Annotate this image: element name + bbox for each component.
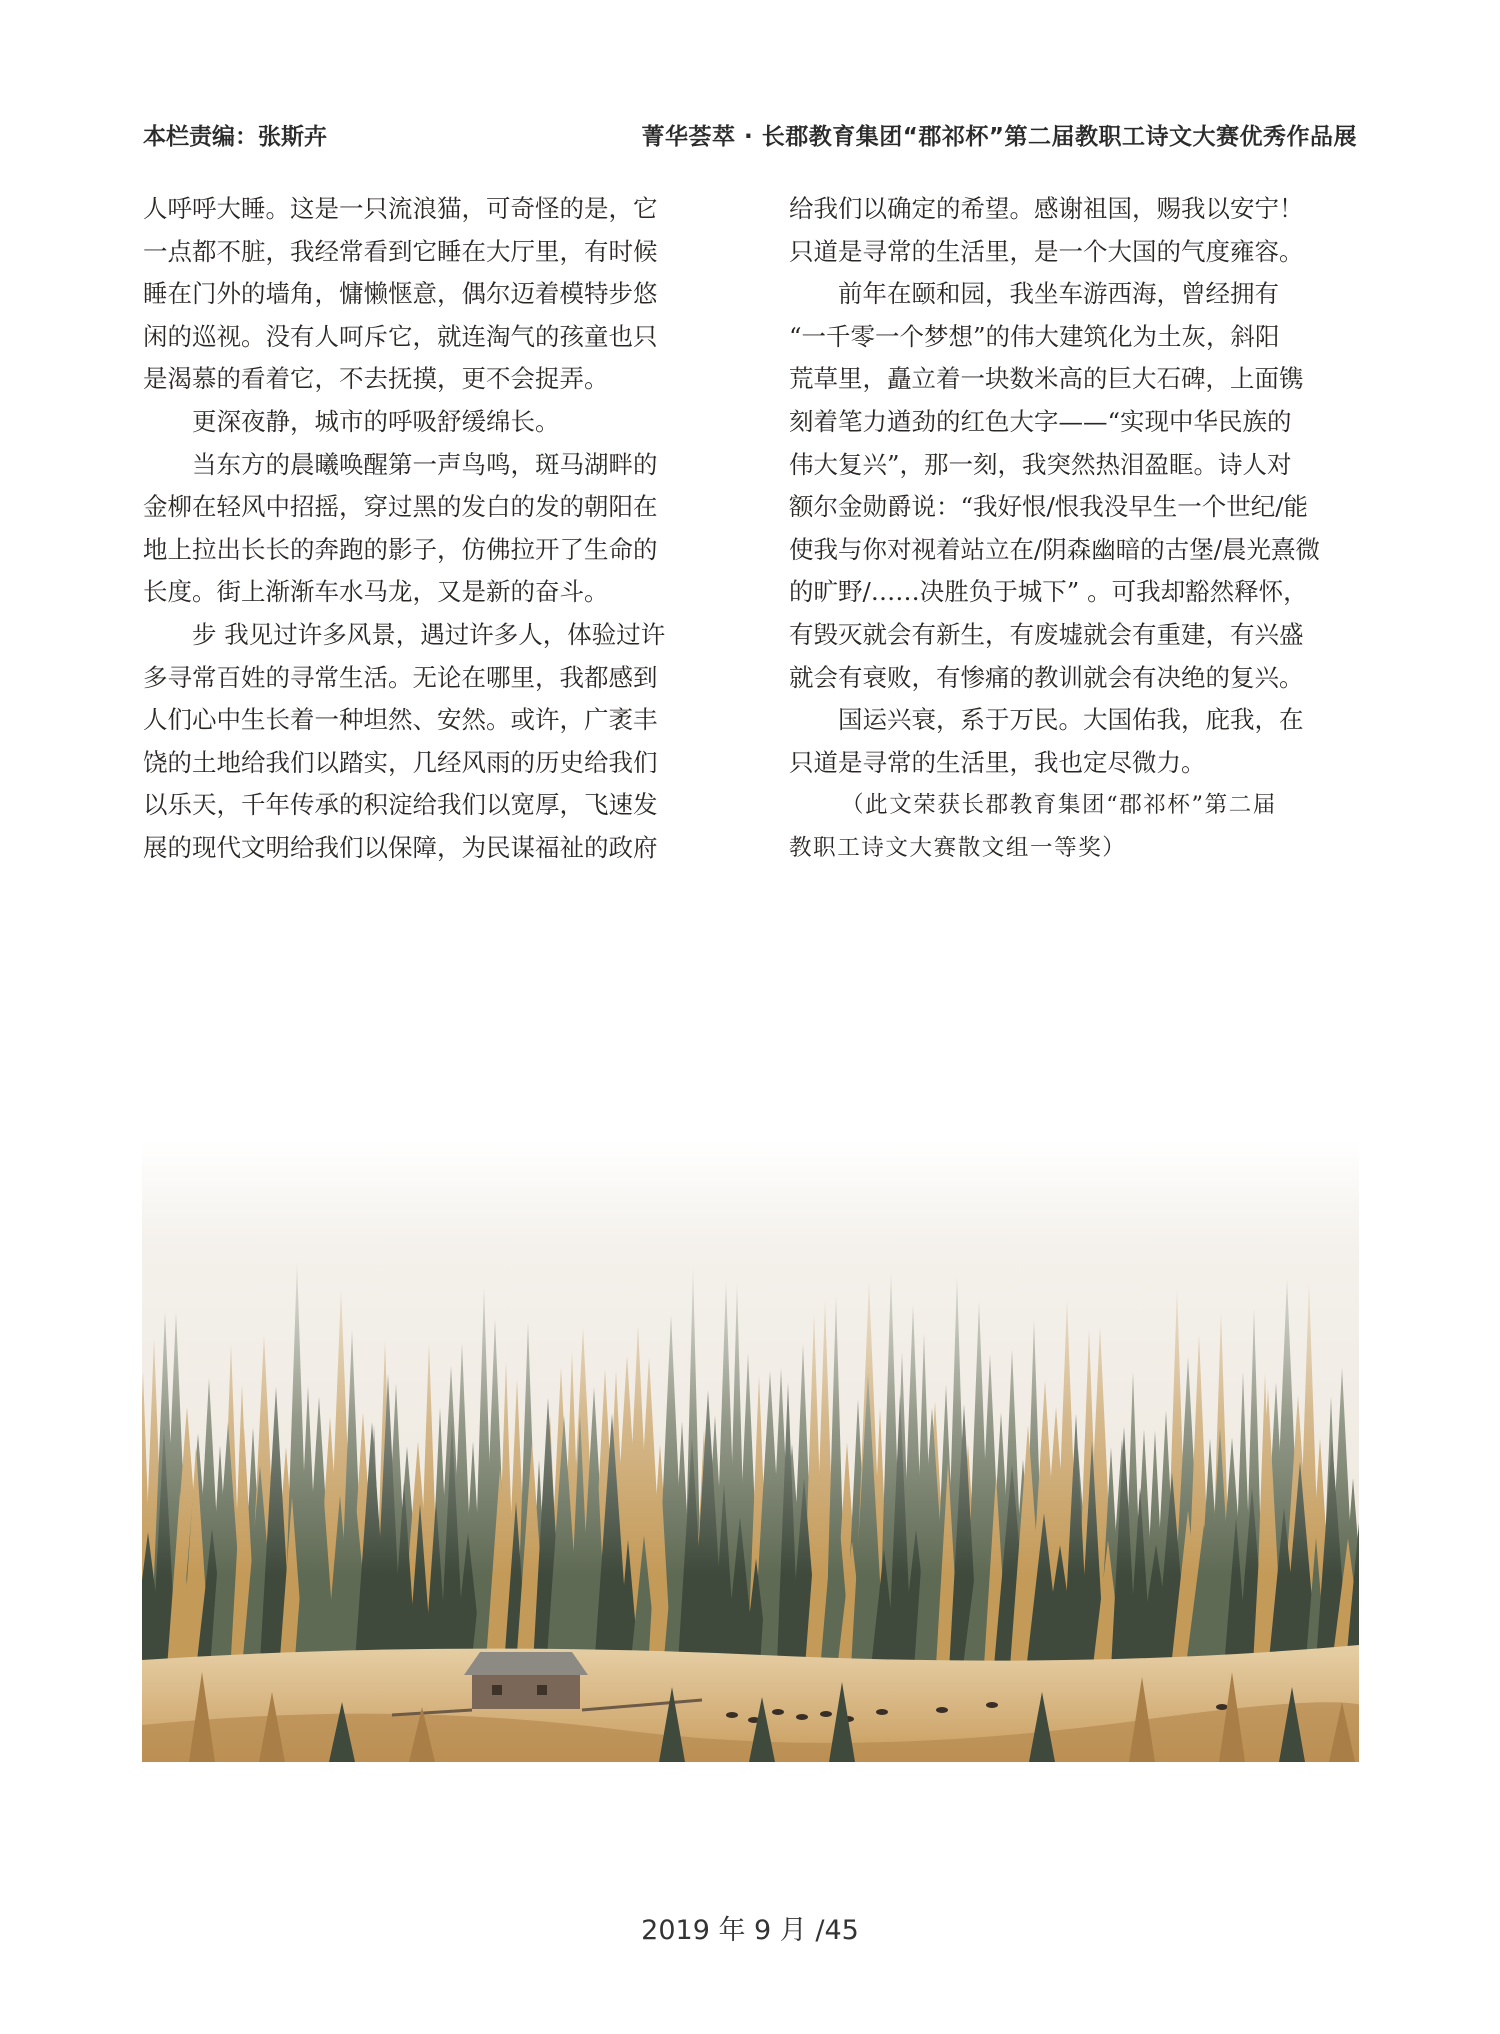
- text-line: 以乐天，千年传承的积淀给我们以宽厚，飞速发: [143, 790, 658, 820]
- text-line: 有毁灭就会有新生，有废墟就会有重建，有兴盛: [789, 619, 1304, 649]
- page-folio: 2019 年 9 月 /45: [641, 1915, 859, 1946]
- text-line: 地上拉出长长的奔跑的影子，仿佛拉开了生命的: [143, 534, 658, 564]
- text-line: 一点都不脏，我经常看到它睡在大厅里，有时候: [143, 236, 658, 266]
- text-line: 给我们以确定的希望。感谢祖国，赐我以安宁！: [789, 194, 1304, 223]
- article-column-right: [789, 188, 1357, 870]
- article-column-left: [143, 188, 711, 870]
- text-line: 金柳在轻风中招摇，穿过黑的发白的发的朝阳在: [143, 492, 658, 522]
- paragraph-start: 更深夜静，城市的呼吸舒缓绵长。: [192, 406, 560, 436]
- award-note: （此文荣获长郡教育集团“郡祁杯”第二届: [841, 792, 1277, 819]
- paragraph-start: 前年在颐和园，我坐车游西海，曾经拥有: [838, 279, 1279, 309]
- forest-landscape-illustration: [142, 1140, 1359, 1762]
- text-line: 只道是寻常的生活里，是一个大国的气度雍容。: [789, 236, 1304, 266]
- page-header: [143, 112, 1357, 152]
- paragraph-start: 当东方的晨曦唤醒第一声鸟鸣，斑马湖畔的: [192, 449, 658, 479]
- text-line: 是渴慕的看着它，不去抚摸，更不会捉弄。: [143, 364, 609, 394]
- series-title: 菁华荟萃 · 长郡教育集团“郡祁杯”第二届教职工诗文大赛优秀作品展: [641, 124, 1357, 150]
- text-line: 展的现代文明给我们以保障，为民谋福祉的政府: [143, 832, 658, 862]
- text-line: 的旷野/……决胜负于城下” 。可我却豁然释怀，: [789, 577, 1308, 607]
- text-line: “一千零一个梦想”的伟大建筑化为土灰，斜阳: [789, 321, 1280, 351]
- text-line: 睡在门外的墙角，慵懒惬意，偶尔迈着模特步悠: [143, 279, 658, 309]
- text-line: 荒草里，矗立着一块数米高的巨大石碑，上面镌: [789, 364, 1304, 394]
- text-line: 闲的巡视。没有人呵斥它，就连淘气的孩童也只: [143, 321, 658, 351]
- paragraph-start: 国运兴衰，系于万民。大国佑我，庇我，在: [838, 705, 1304, 735]
- text-line: 多寻常百姓的寻常生活。无论在哪里，我都感到: [143, 662, 658, 692]
- text-line: 只道是寻常的生活里，我也定尽微力。: [789, 747, 1206, 777]
- text-line: 就会有衰败，有惨痛的教训就会有决绝的复兴。: [789, 662, 1304, 692]
- text-line: 伟大复兴”，那一刻，我突然热泪盈眶。诗人对: [789, 449, 1292, 479]
- column-editor: 本栏责编：张斯卉: [143, 124, 327, 150]
- text-line: 长度。街上渐渐车水马龙，又是新的奋斗。: [143, 577, 609, 607]
- text-line: 饶的土地给我们以踏实，几经风雨的历史给我们: [143, 747, 658, 777]
- text-line: 额尔金勋爵说：“我好恨/恨我没早生一个世纪/能: [789, 492, 1309, 522]
- text-line: 人呼呼大睡。这是一只流浪猫，可奇怪的是，它: [143, 194, 658, 223]
- forest-landscape-photo: [142, 1140, 1359, 1762]
- text-line: 使我与你对视着站立在/阴森幽暗的古堡/晨光熹微: [789, 534, 1321, 564]
- paragraph-start: 步 我见过许多风景，遇过许多人，体验过许: [192, 619, 666, 649]
- text-line: 人们心中生长着一种坦然、安然。或许，广袤丰: [143, 705, 658, 735]
- award-note: 教职工诗文大赛散文组一等奖）: [789, 834, 1127, 861]
- text-line: 刻着笔力遒劲的红色大字——“实现中华民族的: [789, 406, 1292, 436]
